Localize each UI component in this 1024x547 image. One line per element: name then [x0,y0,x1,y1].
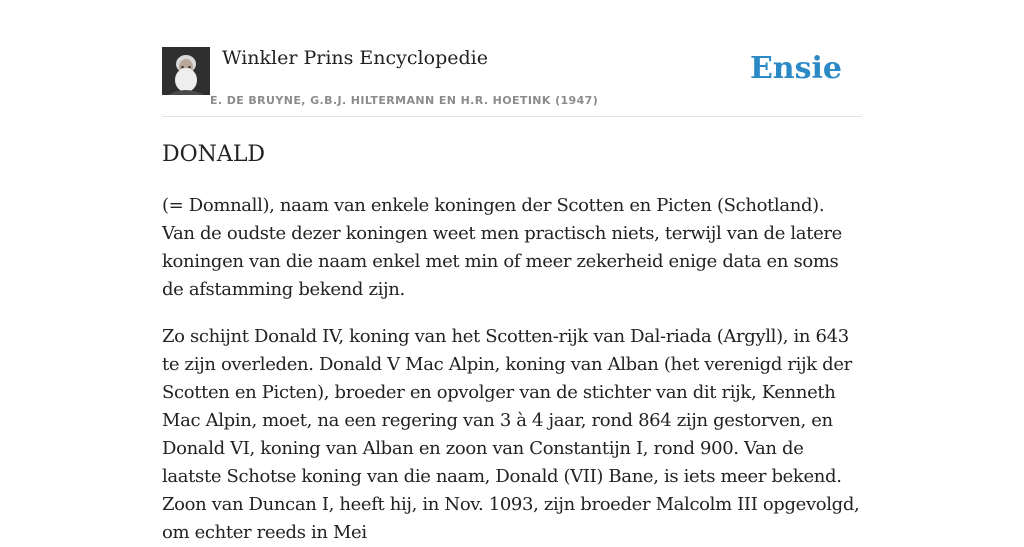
source-authors: E. DE BRUYNE, G.B.J. HILTERMANN EN H.R. HOETINK (1947) [210,94,599,107]
article-paragraph: Zo schijnt Donald IV, koning van het Scotten-rijk van Dal-riada (Argyll), in 643 te zijn overleden. Donald V Mac Alpin, koning van Alban (het verenigd rijk der Scotten en Picten), broeder en opvolger van de stichter van dit rijk, Kenneth Mac Alpin, moet, na een regering van 3 à 4 jaar, rond 864 zijn gestorven, en Donald VI, koning van Alban en zoon van Constantijn I, rond 900. Van de laatste Schotse koning van die naam, Donald (VII) Bane, is iets meer bekend. Zoon van Duncan I, heeft hij, in Nov. 1093, zijn broeder Malcolm III opgevolgd, om echter reeds in Mei [162,326,860,543]
author-portrait-icon [162,47,210,95]
brand-logo-link[interactable]: Ensie [749,51,842,86]
source-header [162,0,862,117]
article [162,140,862,547]
article-paragraph: (= Domnall), naam van enkele koningen der Scotten en Picten (Schotland). Van de oudste dezer koningen weet men practisch niets, terwijl van de latere koningen van die naam enkel met min of meer zekerheid enige data en soms de afstamming bekend zijn. [162,195,842,300]
source-title[interactable]: Winkler Prins Encyclopedie [222,47,488,69]
article-title: DONALD [162,142,266,167]
